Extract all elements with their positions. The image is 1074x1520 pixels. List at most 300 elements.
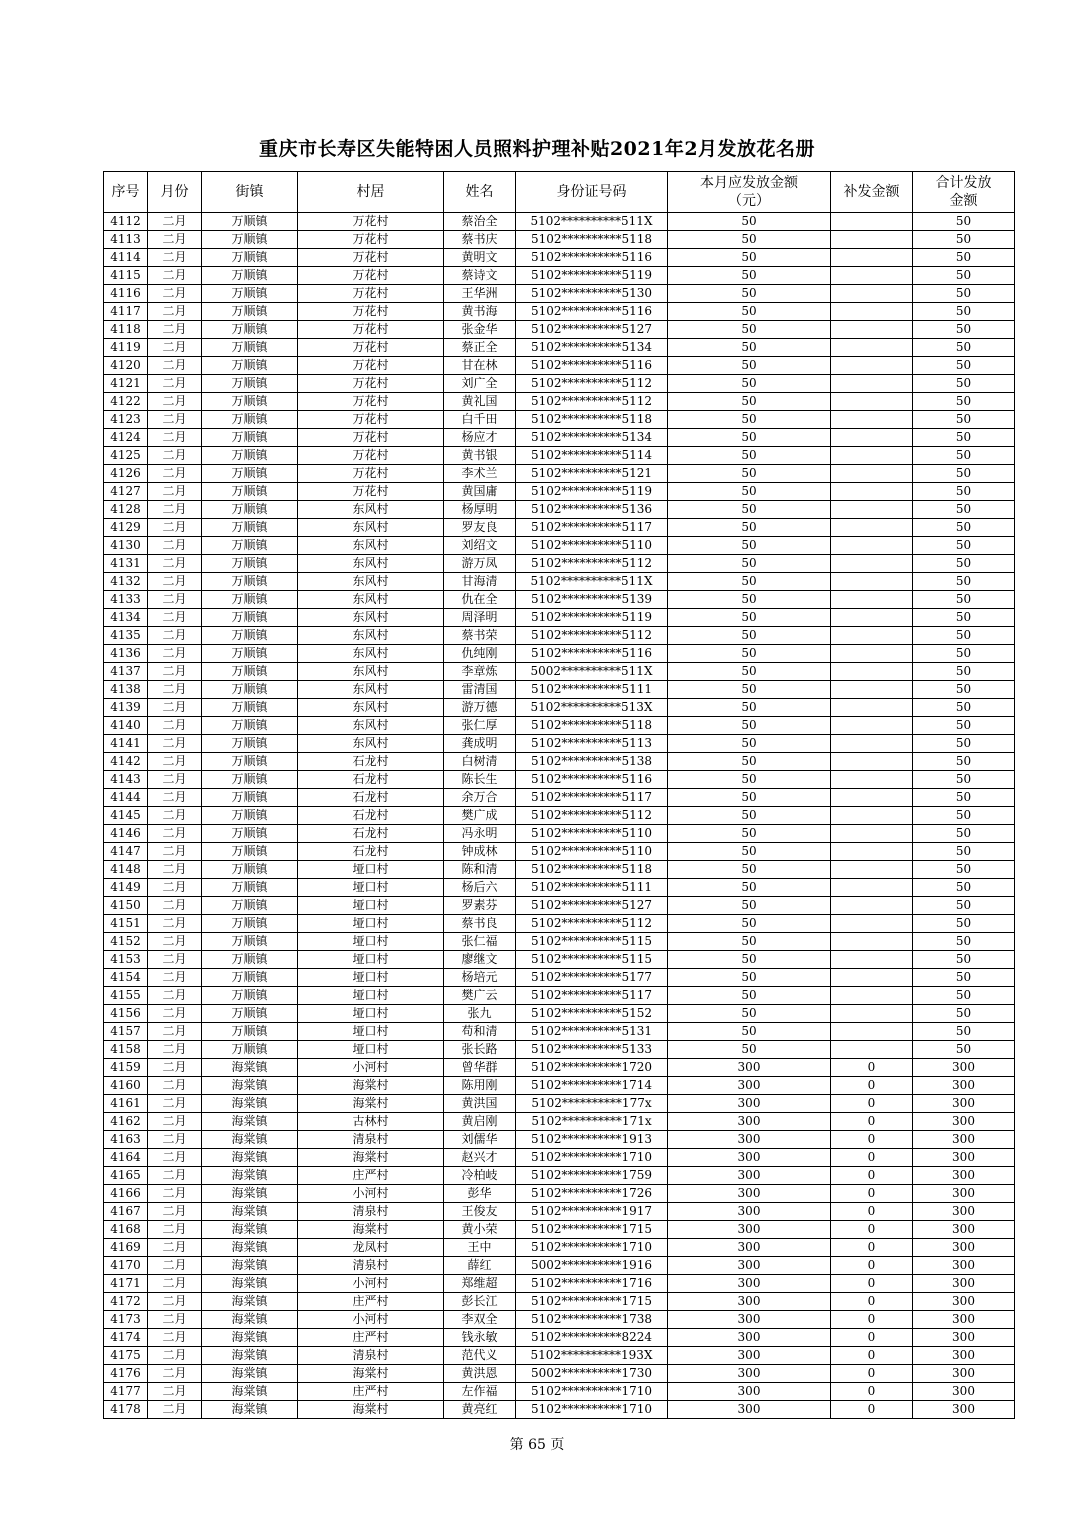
- table-row: [104, 1203, 1015, 1221]
- cell-month: 二月: [148, 1059, 202, 1077]
- cell-index: 4148: [104, 861, 148, 879]
- cell-reissue-amount: 0: [831, 1329, 913, 1347]
- cell-id-number: 5102**********5177: [516, 969, 668, 987]
- cell-monthly-amount: 50: [668, 825, 831, 843]
- cell-monthly-amount: 50: [668, 969, 831, 987]
- cell-id-number: 5102**********5117: [516, 987, 668, 1005]
- cell-monthly-amount: 50: [668, 897, 831, 915]
- table-row: [104, 627, 1015, 645]
- cell-reissue-amount: 0: [831, 1257, 913, 1275]
- header-index: 序号: [104, 172, 148, 213]
- cell-reissue-amount: 0: [831, 1131, 913, 1149]
- cell-village: 垭口村: [298, 1023, 444, 1041]
- cell-month: 二月: [148, 663, 202, 681]
- cell-index: 4174: [104, 1329, 148, 1347]
- cell-village: 东风村: [298, 663, 444, 681]
- cell-town: 万顺镇: [202, 519, 298, 537]
- cell-village: 龙凤村: [298, 1239, 444, 1257]
- cell-reissue-amount: [831, 951, 913, 969]
- cell-month: 二月: [148, 1221, 202, 1239]
- table-row: [104, 231, 1015, 249]
- table-row: [104, 879, 1015, 897]
- cell-name: 黄书银: [444, 447, 516, 465]
- cell-town: 万顺镇: [202, 483, 298, 501]
- cell-name: 张仁厚: [444, 717, 516, 735]
- cell-town: 万顺镇: [202, 681, 298, 699]
- cell-index: 4168: [104, 1221, 148, 1239]
- cell-name: 甘在林: [444, 357, 516, 375]
- cell-id-number: 5102**********5119: [516, 267, 668, 285]
- table-row: [104, 915, 1015, 933]
- cell-monthly-amount: 50: [668, 771, 831, 789]
- cell-month: 二月: [148, 501, 202, 519]
- cell-index: 4166: [104, 1185, 148, 1203]
- cell-village: 垭口村: [298, 933, 444, 951]
- cell-town: 万顺镇: [202, 897, 298, 915]
- table-row: [104, 1113, 1015, 1131]
- cell-total-amount: 50: [913, 717, 1015, 735]
- cell-monthly-amount: 300: [668, 1239, 831, 1257]
- cell-reissue-amount: [831, 429, 913, 447]
- cell-town: 万顺镇: [202, 555, 298, 573]
- table-row: [104, 1185, 1015, 1203]
- cell-total-amount: 50: [913, 789, 1015, 807]
- cell-month: 二月: [148, 555, 202, 573]
- cell-monthly-amount: 300: [668, 1365, 831, 1383]
- cell-reissue-amount: [831, 555, 913, 573]
- cell-total-amount: 50: [913, 681, 1015, 699]
- cell-id-number: 5102**********177x: [516, 1095, 668, 1113]
- cell-town: 海棠镇: [202, 1329, 298, 1347]
- cell-name: 黄国庸: [444, 483, 516, 501]
- cell-monthly-amount: 50: [668, 627, 831, 645]
- cell-name: 游万凤: [444, 555, 516, 573]
- cell-monthly-amount: 300: [668, 1113, 831, 1131]
- cell-total-amount: 50: [913, 897, 1015, 915]
- cell-town: 万顺镇: [202, 969, 298, 987]
- cell-id-number: 5102**********5127: [516, 897, 668, 915]
- cell-village: 垭口村: [298, 897, 444, 915]
- table-row: [104, 699, 1015, 717]
- cell-id-number: 5002**********1916: [516, 1257, 668, 1275]
- cell-village: 垭口村: [298, 951, 444, 969]
- cell-name: 罗素芬: [444, 897, 516, 915]
- cell-month: 二月: [148, 411, 202, 429]
- cell-monthly-amount: 50: [668, 321, 831, 339]
- cell-index: 4172: [104, 1293, 148, 1311]
- cell-village: 万花村: [298, 321, 444, 339]
- cell-total-amount: 50: [913, 375, 1015, 393]
- cell-name: 王中: [444, 1239, 516, 1257]
- table-row: [104, 1131, 1015, 1149]
- cell-town: 海棠镇: [202, 1383, 298, 1401]
- cell-monthly-amount: 300: [668, 1131, 831, 1149]
- cell-index: 4147: [104, 843, 148, 861]
- table-row: [104, 807, 1015, 825]
- cell-monthly-amount: 300: [668, 1275, 831, 1293]
- table-row: [104, 1149, 1015, 1167]
- cell-town: 万顺镇: [202, 375, 298, 393]
- cell-town: 万顺镇: [202, 357, 298, 375]
- cell-village: 万花村: [298, 465, 444, 483]
- cell-town: 万顺镇: [202, 447, 298, 465]
- table-row: [104, 321, 1015, 339]
- cell-town: 海棠镇: [202, 1077, 298, 1095]
- table-row: [104, 519, 1015, 537]
- cell-total-amount: 50: [913, 987, 1015, 1005]
- cell-reissue-amount: [831, 843, 913, 861]
- table-row: [104, 1257, 1015, 1275]
- cell-index: 4144: [104, 789, 148, 807]
- cell-month: 二月: [148, 1041, 202, 1059]
- cell-reissue-amount: [831, 1005, 913, 1023]
- cell-monthly-amount: 50: [668, 1023, 831, 1041]
- cell-reissue-amount: 0: [831, 1077, 913, 1095]
- cell-id-number: 5102**********5133: [516, 1041, 668, 1059]
- cell-month: 二月: [148, 537, 202, 555]
- cell-village: 清泉村: [298, 1203, 444, 1221]
- cell-total-amount: 300: [913, 1239, 1015, 1257]
- cell-total-amount: 50: [913, 231, 1015, 249]
- cell-index: 4117: [104, 303, 148, 321]
- cell-month: 二月: [148, 1347, 202, 1365]
- cell-reissue-amount: [831, 681, 913, 699]
- cell-town: 万顺镇: [202, 663, 298, 681]
- cell-total-amount: 50: [913, 1023, 1015, 1041]
- cell-index: 4140: [104, 717, 148, 735]
- cell-town: 海棠镇: [202, 1275, 298, 1293]
- cell-village: 东风村: [298, 501, 444, 519]
- cell-village: 万花村: [298, 411, 444, 429]
- cell-total-amount: 50: [913, 591, 1015, 609]
- cell-village: 海棠村: [298, 1365, 444, 1383]
- cell-name: 樊广云: [444, 987, 516, 1005]
- cell-id-number: 5102**********8224: [516, 1329, 668, 1347]
- cell-id-number: 5102**********5115: [516, 951, 668, 969]
- cell-index: 4153: [104, 951, 148, 969]
- cell-village: 石龙村: [298, 789, 444, 807]
- cell-reissue-amount: [831, 249, 913, 267]
- cell-index: 4169: [104, 1239, 148, 1257]
- cell-month: 二月: [148, 627, 202, 645]
- cell-total-amount: 50: [913, 915, 1015, 933]
- cell-town: 海棠镇: [202, 1257, 298, 1275]
- cell-month: 二月: [148, 483, 202, 501]
- cell-village: 万花村: [298, 357, 444, 375]
- cell-village: 清泉村: [298, 1347, 444, 1365]
- cell-village: 小河村: [298, 1185, 444, 1203]
- cell-name: 陈长生: [444, 771, 516, 789]
- cell-name: 刘广全: [444, 375, 516, 393]
- cell-id-number: 5002**********511X: [516, 663, 668, 681]
- header-town: 街镇: [202, 172, 298, 213]
- cell-reissue-amount: [831, 483, 913, 501]
- cell-month: 二月: [148, 357, 202, 375]
- table-row: [104, 213, 1015, 231]
- cell-id-number: 5102**********5119: [516, 609, 668, 627]
- cell-id-number: 5102**********5118: [516, 861, 668, 879]
- cell-name: 白树清: [444, 753, 516, 771]
- cell-reissue-amount: [831, 357, 913, 375]
- cell-village: 东风村: [298, 537, 444, 555]
- cell-monthly-amount: 300: [668, 1149, 831, 1167]
- cell-month: 二月: [148, 1329, 202, 1347]
- cell-reissue-amount: 0: [831, 1347, 913, 1365]
- cell-total-amount: 300: [913, 1095, 1015, 1113]
- cell-name: 杨厚明: [444, 501, 516, 519]
- cell-town: 万顺镇: [202, 393, 298, 411]
- cell-reissue-amount: [831, 591, 913, 609]
- table-row: [104, 591, 1015, 609]
- cell-reissue-amount: [831, 447, 913, 465]
- cell-id-number: 5102**********5116: [516, 357, 668, 375]
- table-row: [104, 1005, 1015, 1023]
- cell-town: 海棠镇: [202, 1401, 298, 1419]
- cell-reissue-amount: [831, 1041, 913, 1059]
- cell-reissue-amount: [831, 933, 913, 951]
- cell-name: 黄洪国: [444, 1095, 516, 1113]
- cell-town: 万顺镇: [202, 1005, 298, 1023]
- cell-reissue-amount: [831, 645, 913, 663]
- cell-total-amount: 300: [913, 1347, 1015, 1365]
- cell-total-amount: 300: [913, 1293, 1015, 1311]
- roster-table: [103, 171, 1015, 1419]
- table-row: [104, 285, 1015, 303]
- cell-village: 海棠村: [298, 1149, 444, 1167]
- cell-town: 万顺镇: [202, 807, 298, 825]
- document-title: 重庆市长寿区失能特困人员照料护理补贴2021年2月发放花名册: [258, 138, 816, 160]
- cell-monthly-amount: 50: [668, 879, 831, 897]
- cell-village: 小河村: [298, 1275, 444, 1293]
- cell-village: 庄严村: [298, 1383, 444, 1401]
- cell-monthly-amount: 50: [668, 501, 831, 519]
- cell-town: 万顺镇: [202, 591, 298, 609]
- cell-total-amount: 50: [913, 465, 1015, 483]
- cell-town: 万顺镇: [202, 609, 298, 627]
- cell-name: 张金华: [444, 321, 516, 339]
- cell-index: 4138: [104, 681, 148, 699]
- cell-monthly-amount: 50: [668, 753, 831, 771]
- cell-id-number: 5102**********1759: [516, 1167, 668, 1185]
- cell-village: 东风村: [298, 573, 444, 591]
- cell-total-amount: 50: [913, 1005, 1015, 1023]
- cell-reissue-amount: [831, 1023, 913, 1041]
- cell-town: 万顺镇: [202, 249, 298, 267]
- cell-index: 4133: [104, 591, 148, 609]
- cell-name: 郑维超: [444, 1275, 516, 1293]
- cell-name: 蔡治全: [444, 213, 516, 231]
- cell-village: 东风村: [298, 519, 444, 537]
- cell-index: 4175: [104, 1347, 148, 1365]
- cell-name: 赵兴才: [444, 1149, 516, 1167]
- cell-total-amount: 300: [913, 1383, 1015, 1401]
- cell-total-amount: 50: [913, 663, 1015, 681]
- table-row: [104, 825, 1015, 843]
- cell-total-amount: 50: [913, 519, 1015, 537]
- cell-reissue-amount: [831, 915, 913, 933]
- cell-index: 4123: [104, 411, 148, 429]
- cell-town: 海棠镇: [202, 1131, 298, 1149]
- table-row: [104, 1041, 1015, 1059]
- cell-monthly-amount: 50: [668, 447, 831, 465]
- cell-reissue-amount: [831, 717, 913, 735]
- cell-month: 二月: [148, 375, 202, 393]
- cell-village: 万花村: [298, 429, 444, 447]
- cell-reissue-amount: [831, 285, 913, 303]
- cell-month: 二月: [148, 1095, 202, 1113]
- table-row: [104, 1293, 1015, 1311]
- cell-monthly-amount: 50: [668, 555, 831, 573]
- cell-id-number: 5102**********1710: [516, 1383, 668, 1401]
- cell-index: 4165: [104, 1167, 148, 1185]
- cell-index: 4164: [104, 1149, 148, 1167]
- cell-monthly-amount: 300: [668, 1077, 831, 1095]
- cell-total-amount: 50: [913, 861, 1015, 879]
- cell-reissue-amount: [831, 339, 913, 357]
- cell-monthly-amount: 50: [668, 861, 831, 879]
- cell-id-number: 5102**********5113: [516, 735, 668, 753]
- cell-town: 海棠镇: [202, 1185, 298, 1203]
- cell-monthly-amount: 50: [668, 699, 831, 717]
- cell-monthly-amount: 50: [668, 213, 831, 231]
- cell-town: 万顺镇: [202, 339, 298, 357]
- cell-index: 4149: [104, 879, 148, 897]
- cell-reissue-amount: [831, 825, 913, 843]
- table-row: [104, 375, 1015, 393]
- cell-index: 4128: [104, 501, 148, 519]
- cell-name: 苟和清: [444, 1023, 516, 1041]
- cell-total-amount: 50: [913, 627, 1015, 645]
- cell-reissue-amount: [831, 411, 913, 429]
- cell-index: 4156: [104, 1005, 148, 1023]
- cell-id-number: 5102**********1710: [516, 1149, 668, 1167]
- cell-village: 万花村: [298, 249, 444, 267]
- cell-name: 雷清国: [444, 681, 516, 699]
- table-row: [104, 1167, 1015, 1185]
- cell-index: 4127: [104, 483, 148, 501]
- cell-index: 4142: [104, 753, 148, 771]
- cell-monthly-amount: 50: [668, 519, 831, 537]
- cell-name: 张仁福: [444, 933, 516, 951]
- cell-monthly-amount: 50: [668, 1041, 831, 1059]
- cell-name: 刘儒华: [444, 1131, 516, 1149]
- cell-reissue-amount: [831, 267, 913, 285]
- cell-month: 二月: [148, 321, 202, 339]
- cell-index: 4176: [104, 1365, 148, 1383]
- cell-total-amount: 50: [913, 483, 1015, 501]
- cell-village: 垭口村: [298, 861, 444, 879]
- cell-town: 万顺镇: [202, 933, 298, 951]
- cell-id-number: 5102**********5130: [516, 285, 668, 303]
- cell-month: 二月: [148, 1293, 202, 1311]
- cell-month: 二月: [148, 213, 202, 231]
- table-row: [104, 1365, 1015, 1383]
- cell-town: 万顺镇: [202, 915, 298, 933]
- cell-monthly-amount: 50: [668, 645, 831, 663]
- cell-total-amount: 300: [913, 1401, 1015, 1419]
- cell-id-number: 5102**********511X: [516, 573, 668, 591]
- cell-town: 万顺镇: [202, 951, 298, 969]
- cell-name: 蔡书良: [444, 915, 516, 933]
- cell-reissue-amount: [831, 807, 913, 825]
- cell-total-amount: 50: [913, 969, 1015, 987]
- cell-id-number: 5102**********5119: [516, 483, 668, 501]
- cell-total-amount: 50: [913, 573, 1015, 591]
- cell-id-number: 5102**********5112: [516, 807, 668, 825]
- table-row: [104, 1311, 1015, 1329]
- cell-month: 二月: [148, 1401, 202, 1419]
- cell-total-amount: 50: [913, 645, 1015, 663]
- cell-total-amount: 50: [913, 771, 1015, 789]
- table-row: [104, 1221, 1015, 1239]
- cell-town: 万顺镇: [202, 573, 298, 591]
- cell-village: 海棠村: [298, 1077, 444, 1095]
- cell-month: 二月: [148, 447, 202, 465]
- cell-reissue-amount: [831, 753, 913, 771]
- cell-month: 二月: [148, 1239, 202, 1257]
- cell-monthly-amount: 50: [668, 429, 831, 447]
- cell-id-number: 5102**********1726: [516, 1185, 668, 1203]
- cell-id-number: 5102**********1710: [516, 1239, 668, 1257]
- page-number: 第 65 页: [509, 1437, 565, 1453]
- cell-month: 二月: [148, 573, 202, 591]
- cell-id-number: 5102**********1710: [516, 1401, 668, 1419]
- cell-reissue-amount: [831, 699, 913, 717]
- cell-total-amount: 300: [913, 1059, 1015, 1077]
- table-row: [104, 555, 1015, 573]
- table-row: [104, 411, 1015, 429]
- table-row: [104, 429, 1015, 447]
- table-row: [104, 1059, 1015, 1077]
- cell-name: 冯永明: [444, 825, 516, 843]
- cell-village: 海棠村: [298, 1221, 444, 1239]
- table-row: [104, 339, 1015, 357]
- cell-reissue-amount: [831, 375, 913, 393]
- cell-month: 二月: [148, 771, 202, 789]
- cell-month: 二月: [148, 681, 202, 699]
- cell-monthly-amount: 50: [668, 933, 831, 951]
- cell-total-amount: 50: [913, 249, 1015, 267]
- cell-name: 陈用刚: [444, 1077, 516, 1095]
- cell-index: 4163: [104, 1131, 148, 1149]
- cell-id-number: 5102**********5118: [516, 231, 668, 249]
- header-total-amount: 合计发放金额: [913, 172, 1015, 213]
- cell-total-amount: 300: [913, 1221, 1015, 1239]
- cell-reissue-amount: 0: [831, 1221, 913, 1239]
- cell-month: 二月: [148, 591, 202, 609]
- cell-monthly-amount: 50: [668, 357, 831, 375]
- cell-total-amount: 300: [913, 1311, 1015, 1329]
- cell-town: 海棠镇: [202, 1239, 298, 1257]
- cell-monthly-amount: 300: [668, 1383, 831, 1401]
- cell-monthly-amount: 50: [668, 375, 831, 393]
- cell-reissue-amount: 0: [831, 1383, 913, 1401]
- cell-monthly-amount: 300: [668, 1167, 831, 1185]
- cell-village: 万花村: [298, 213, 444, 231]
- cell-town: 万顺镇: [202, 879, 298, 897]
- cell-monthly-amount: 50: [668, 465, 831, 483]
- cell-index: 4126: [104, 465, 148, 483]
- cell-monthly-amount: 50: [668, 303, 831, 321]
- cell-month: 二月: [148, 1185, 202, 1203]
- cell-index: 4131: [104, 555, 148, 573]
- cell-index: 4122: [104, 393, 148, 411]
- cell-name: 蔡诗文: [444, 267, 516, 285]
- cell-reissue-amount: 0: [831, 1401, 913, 1419]
- cell-month: 二月: [148, 1167, 202, 1185]
- table-row: [104, 573, 1015, 591]
- table-row: [104, 501, 1015, 519]
